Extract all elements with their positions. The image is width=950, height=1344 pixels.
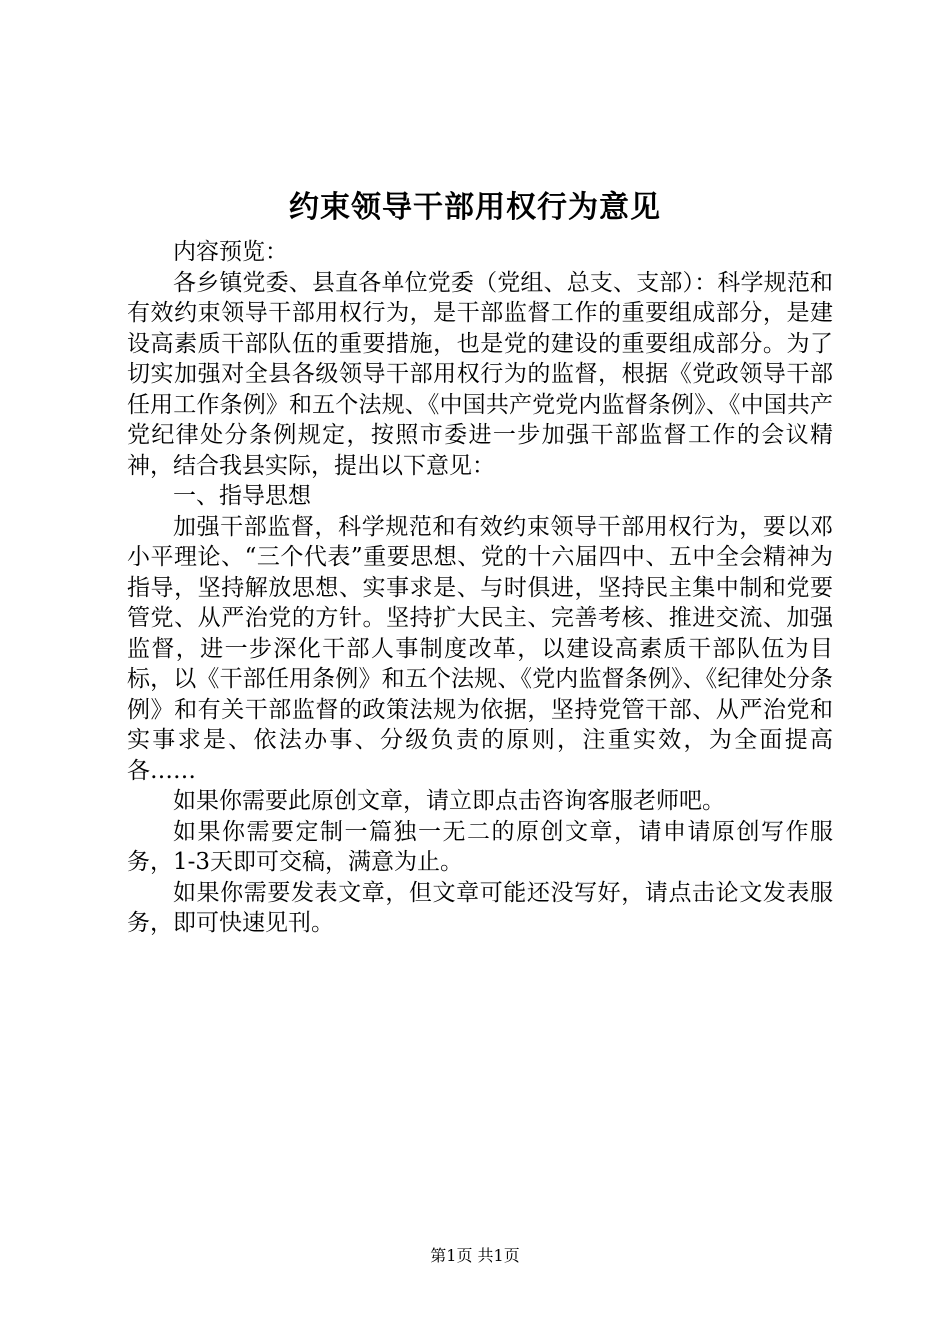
- paragraph-custom-writing-service[interactable]: 如果你需要定制一篇独一无二的原创文章，请申请原创写作服务，1-3天即可交稿，满意为止。: [127, 818, 833, 875]
- document-body: [127, 237, 833, 939]
- document-title: 约束领导干部用权行为意见: [289, 190, 661, 225]
- paragraph-consult-service[interactable]: 如果你需要此原创文章，请立即点击咨询客服老师吧。: [173, 788, 725, 814]
- paragraph-guiding-thought: 加强干部监督，科学规范和有效约束领导干部用权行为，要以邓小平理论、“三个代表”重要思想、党的十六届四中、五中全会精神为指导，坚持解放思想、实事求是、与时俱进，坚持民主集中制和党要管党、从严治党的方针。坚持扩大民主、完善考核、推进交流、加强监督，进一步深化干部人事制度改革，以建设高素质干部队伍为目标，以《干部任用条例》和五个法规、《党内监督条例》、《纪律处分条例》和有关干部监督的政策法规为依据，坚持党管干部、从严治党和实事求是、依法办事、分级负责的原则，注重实效，为全面提高各……: [127, 513, 833, 784]
- page-number-footer: 第1页 共1页: [430, 1246, 520, 1265]
- paragraph-intro: 各乡镇党委、县直各单位党委（党组、总支、支部）：科学规范和有效约束领导干部用权行为，是干部监督工作的重要组成部分，是建设高素质干部队伍的重要措施，也是党的建设的重要组成部分。为了切实加强对全县各级领导干部用权行为的监督，根据《党政领导干部任用工作条例》和五个法规、《中国共产党党内监督条例》、《中国共产党纪律处分条例规定，按照市委进一步加强干部监督工作的会议精神，结合我县实际，提出以下意见：: [127, 269, 833, 479]
- section-heading-guiding-thought: 一、指导思想: [173, 483, 311, 509]
- paragraph-publish-service[interactable]: 如果你需要发表文章，但文章可能还没写好，请点击论文发表服务，即可快速见刊。: [127, 879, 833, 936]
- preview-label: 内容预览：: [173, 239, 288, 265]
